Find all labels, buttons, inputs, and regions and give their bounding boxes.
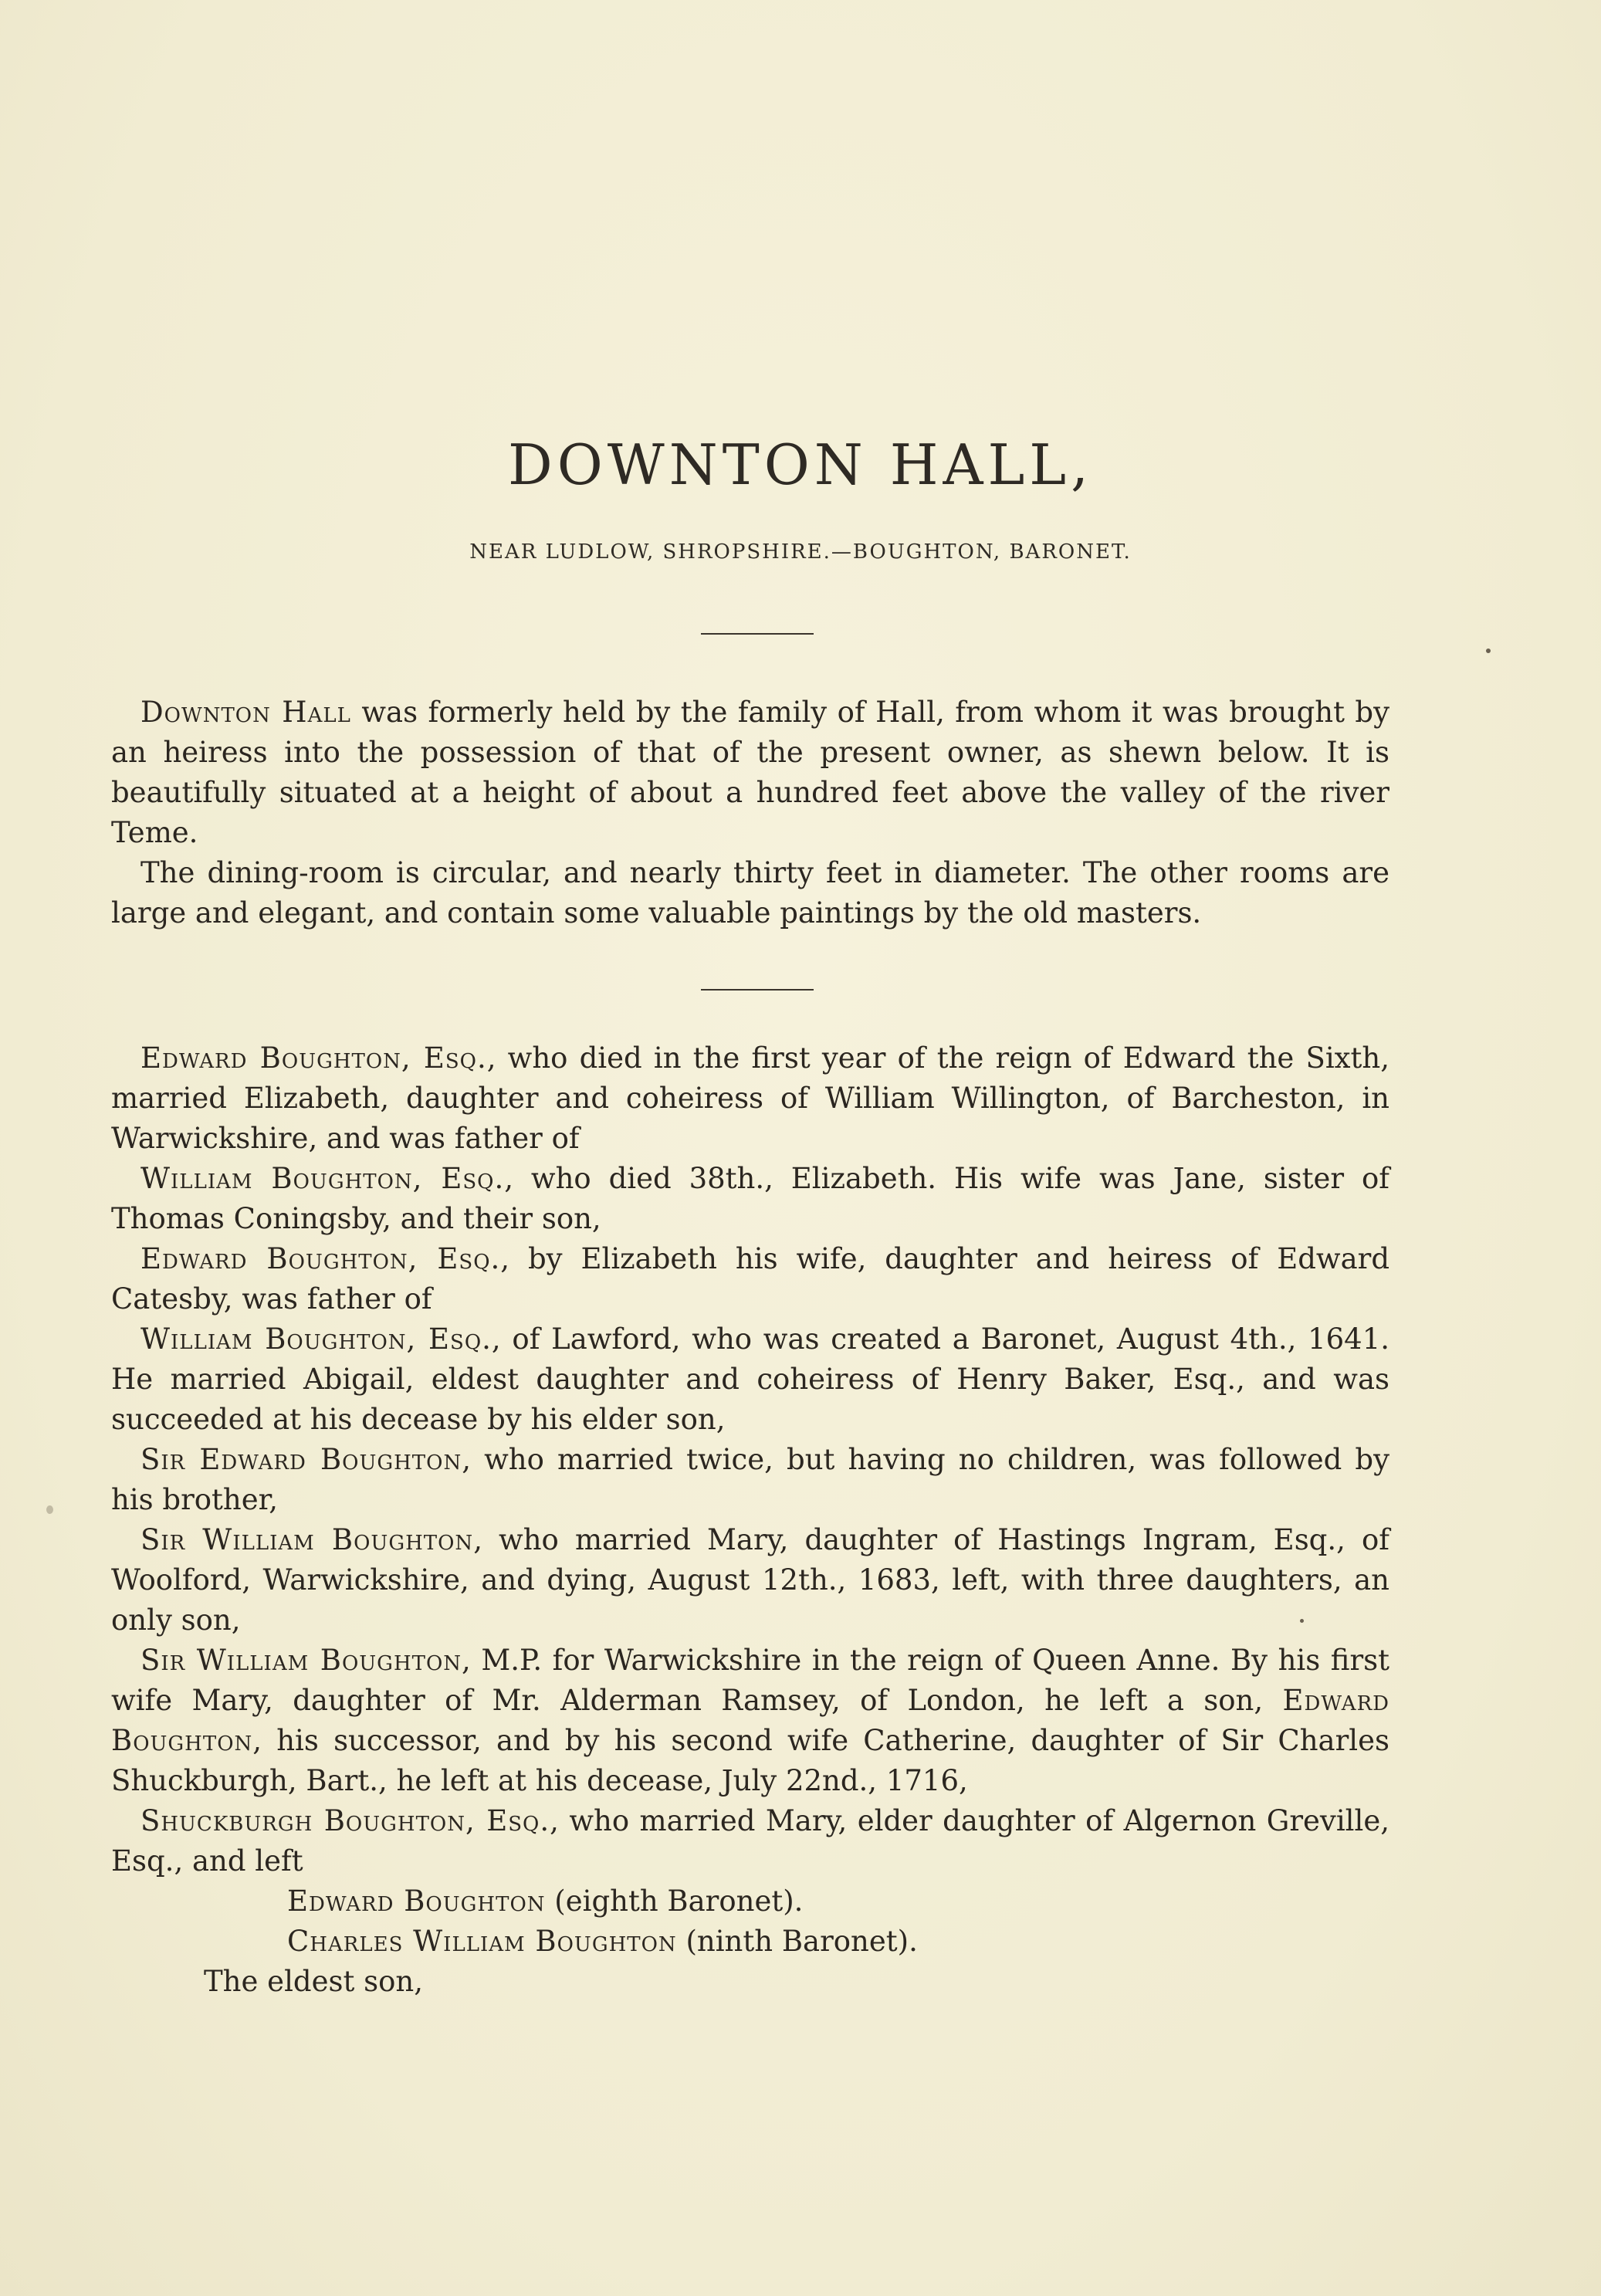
entry-text: , M.P. for Warwickshire in the reign of Queen Anne. By his first wife Mary, daughter of Mr. Alderman Ramsey, of London, he left a son, bbox=[111, 1644, 1389, 1717]
person-name: Sir William Boughton bbox=[140, 1523, 474, 1556]
genealogy-entry bbox=[111, 1319, 1389, 1440]
person-name: Sir Edward Boughton bbox=[140, 1443, 462, 1476]
entry-text: , by Elizabeth his wife, daughter and heiress of Edward Catesby, was father of bbox=[111, 1242, 1390, 1316]
intro-paragraph-2: The dining-room is circular, and nearly thirty feet in diameter. The other rooms are large and elegant, and contain some valuable paintings by the old masters. bbox=[111, 856, 1389, 930]
page-subtitle: NEAR LUDLOW, SHROPSHIRE.—BOUGHTON, BARONET. bbox=[469, 540, 1132, 564]
entry-text: , of Lawford, who was created a Baronet, August 4th., 1641. He married Abigail, eldest daughter and coheiress of Henry Baker, Esq., and was succeeded at his decease by his elder son, bbox=[111, 1322, 1390, 1436]
paper-speck bbox=[1300, 1619, 1304, 1623]
genealogy-entry bbox=[111, 1038, 1389, 1159]
entry-text: , his successor, and by his second wife Catherine, daughter of Sir Charles Shuckburgh, Bart., he left at his decease, July 22nd., 1716, bbox=[111, 1724, 1389, 1797]
entry-text: , who married twice, but having no children, was followed by his brother, bbox=[111, 1443, 1390, 1516]
entry-text: , who married Mary, daughter of Hastings Ingram, Esq., of Woolford, Warwickshire, and dying, August 12th., 1683, left, with three daughters, an only son, bbox=[111, 1523, 1389, 1637]
person-name: William Boughton, Esq. bbox=[140, 1322, 492, 1356]
person-name: Edward Boughton bbox=[111, 1684, 1389, 1757]
intro-lead: Downton Hall bbox=[140, 696, 351, 729]
person-name: Sir William Boughton bbox=[140, 1644, 462, 1677]
entry-text: , who died in the first year of the reign of Edward the Sixth, married Elizabeth, daughter and coheiress of William Willington, of Barcheston, in Warwickshire, and was father of bbox=[111, 1041, 1389, 1155]
entry-text: , who died 38th., Elizabeth. His wife was Jane, sister of Thomas Coningsby, and their son, bbox=[111, 1162, 1389, 1235]
child-name: Charles William Boughton bbox=[287, 1925, 677, 1958]
genealogy-entry bbox=[111, 1440, 1389, 1520]
genealogy-entry bbox=[111, 1239, 1389, 1319]
intro-text: was formerly held by the family of Hall, from whom it was brought by an heiress into the possession of that of the present owner, as shewn below. It is beautifully situated at a height of about a hundred feet above the valley of the river Teme. bbox=[111, 696, 1389, 849]
person-name: Shuckburgh Boughton, Esq. bbox=[140, 1804, 550, 1837]
entry-text: , who married Mary, elder daughter of Algernon Greville, Esq., and left bbox=[111, 1804, 1389, 1878]
genealogy-section bbox=[111, 1038, 1389, 2002]
person-name: Edward Boughton, Esq. bbox=[140, 1041, 487, 1075]
genealogy-entry bbox=[111, 1159, 1389, 1239]
person-name: William Boughton, Esq. bbox=[140, 1162, 505, 1195]
child-entry bbox=[111, 1881, 1389, 1922]
closing-line: The eldest son, bbox=[204, 1965, 423, 1998]
genealogy-entry bbox=[111, 1520, 1389, 1641]
child-entry bbox=[111, 1922, 1389, 1962]
intro-paragraph-1 bbox=[111, 693, 1389, 853]
divider-rule-middle bbox=[701, 989, 814, 991]
divider-rule-top bbox=[701, 633, 814, 635]
child-text: (ninth Baronet). bbox=[676, 1925, 918, 1958]
page-title: DOWNTON HALL, bbox=[508, 432, 1093, 497]
paper-speck bbox=[46, 1505, 53, 1514]
child-name: Edward Boughton bbox=[287, 1885, 546, 1918]
person-name: Edward Boughton, Esq. bbox=[140, 1242, 501, 1275]
intro-section bbox=[111, 693, 1389, 933]
genealogy-entry bbox=[111, 1641, 1389, 1801]
child-text: (eighth Baronet). bbox=[545, 1885, 804, 1918]
paper-speck bbox=[1486, 649, 1491, 653]
genealogy-entry bbox=[111, 1801, 1389, 1881]
